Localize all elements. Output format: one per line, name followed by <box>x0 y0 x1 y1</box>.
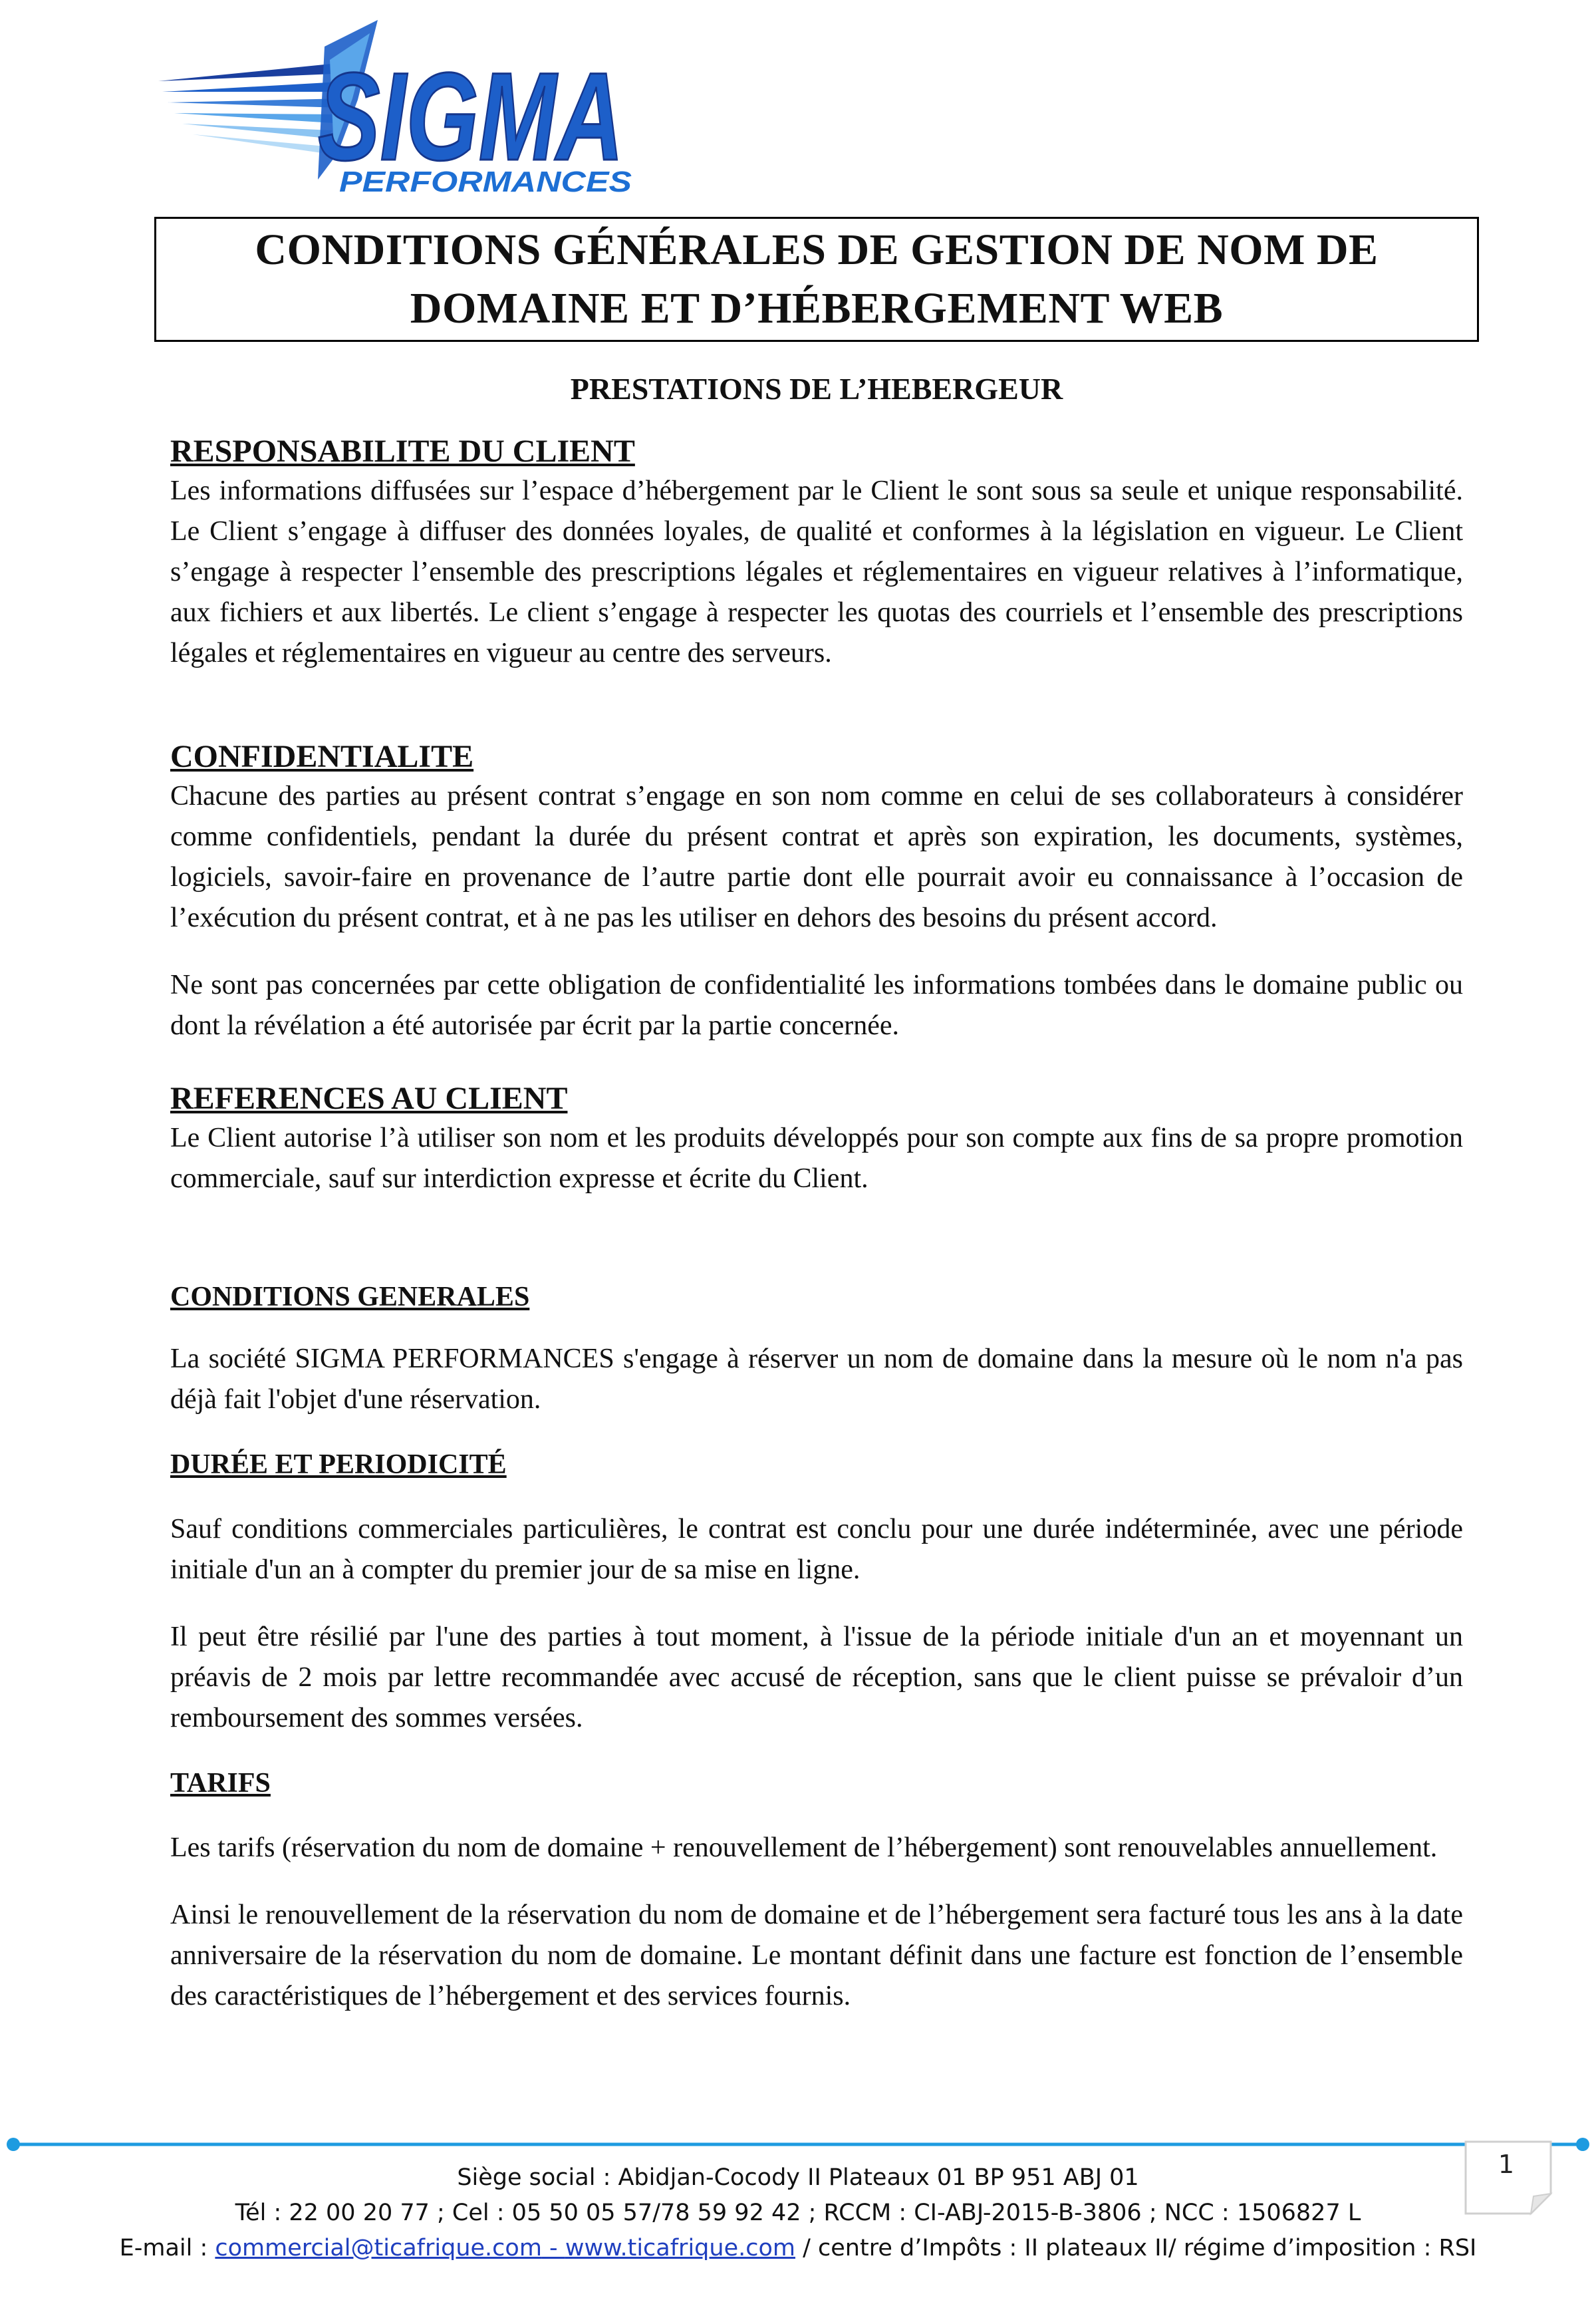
document-title-line-2: DOMAINE ET D’HÉBERGEMENT WEB <box>410 284 1224 333</box>
document-title-line-1: CONDITIONS GÉNÉRALES DE GESTION DE NOM DE <box>255 225 1379 274</box>
footer <box>0 2160 1596 2266</box>
logo-tagline: PERFORMANCES <box>339 166 632 198</box>
document-title-box <box>154 217 1479 342</box>
footer-contacts: Tél : 22 00 20 77 ; Cel : 05 50 05 57/78 59 92 42 ; RCCM : CI-ABJ-2015-B-3806 ; NCC : 1506827 L <box>235 2200 1361 2226</box>
section-heading: RESPONSABILITE DU CLIENT <box>170 434 635 469</box>
section-heading: CONFIDENTIALITE <box>170 739 474 774</box>
section-heading: REFERENCES AU CLIENT <box>170 1081 568 1116</box>
section-heading: DURÉE ET PERIODICITÉ <box>170 1449 507 1480</box>
paragraph: La société SIGMA PERFORMANCES s'engage à réserver un nom de domaine dans la mesure où le nom n'a pas déjà fait l'objet d'une réservation. <box>170 1344 1463 1415</box>
footer-divider <box>7 2136 1589 2152</box>
logo-brand: SIGMA <box>318 47 624 186</box>
paragraph: Ainsi le renouvellement de la réservation du nom de domaine et de l’hébergement sera facturé tous les ans à la date anniversaire de la réservation du nom de domaine. Le montant définit dans une facture est fonction de l’ensemble des caractéristiques de l’hébergement et des services fournis. <box>170 1900 1463 2011</box>
section-subtitle: PRESTATIONS DE L’HEBERGEUR <box>570 372 1063 406</box>
paragraph: Sauf conditions commerciales particulières, le contrat est conclu pour une durée indéterminée, avec une période initiale d'un an à compter du premier jour de sa mise en ligne. <box>170 1514 1463 1585</box>
footer-address: Siège social : Abidjan-Cocody II Plateaux 01 BP 951 ABJ 01 <box>457 2164 1139 2191</box>
page-number: 1 <box>1498 2150 1515 2179</box>
paragraph: Chacune des parties au présent contrat s’engage en son nom comme en celui de ses collaborateurs à considérer comme confidentiels, pendant la durée du présent contrat et après son expiration, les documents, systèmes, logiciels, savoir-faire en provenance de l’autre partie dont elle pourrait avoir eu connaissance à l’occasion de l’exécution du présent contrat, et à ne pas les utiliser en dehors des besoins du présent accord. <box>170 781 1463 933</box>
footer-links <box>0 2231 1596 2266</box>
sigma-performances-logo <box>158 20 650 200</box>
paragraph: Les informations diffusées sur l’espace d’hébergement par le Client le sont sous sa seule et unique responsabilité. Le Client s’engage à diffuser des données loyales, de qualité et conformes à la législation en vigueur. Le Client s’engage à respecter l’ensemble des prescriptions légales et réglementaires en vigueur relatives à l’informatique, aux fichiers et aux libertés. Le client s’engage à respecter les quotas des courriels et l’ensemble des prescriptions légales et réglementaires en vigueur au centre des serveurs. <box>170 476 1463 668</box>
paragraph: Les tarifs (réservation du nom de domaine + renouvellement de l’hébergement) sont renouvelables annuellement. <box>170 1832 1438 1863</box>
link-separator: - <box>541 2235 565 2261</box>
section-heading: TARIFS <box>170 1768 271 1799</box>
document-body <box>170 432 1463 2017</box>
paragraph: Il peut être résilié par l'une des parties à tout moment, à l'issue de la période initiale d'un an et moyennant un préavis de 2 mois par lettre recommandée avec accusé de réception, sans que le client puisse se prévaloir d’un remboursement des sommes versées. <box>170 1622 1463 1733</box>
paragraph: Ne sont pas concernées par cette obligation de confidentialité les informations tombées dans le domaine public ou dont la révélation a été autorisée par écrit par la partie concernée. <box>170 970 1463 1041</box>
section-heading: CONDITIONS GENERALES <box>170 1282 530 1312</box>
paragraph: Le Client autorise l’à utiliser son nom et les produits développés pour son compte aux fins de sa propre promotion commerciale, sauf sur interdiction expresse et écrite du Client. <box>170 1123 1463 1194</box>
footer-tax-info: / centre d’Impôts : II plateaux II/ régime d’imposition : RSI <box>795 2235 1477 2261</box>
email-link[interactable]: commercial@ticafrique.com <box>215 2235 542 2261</box>
footer-email-label: E-mail : <box>119 2235 215 2261</box>
website-link[interactable]: www.ticafrique.com <box>565 2235 795 2261</box>
